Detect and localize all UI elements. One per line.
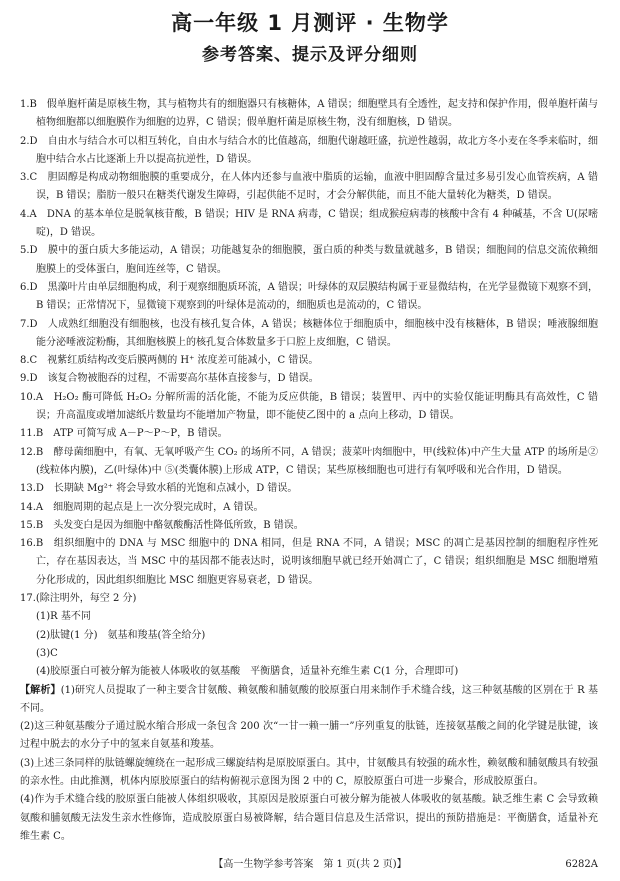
q17-line-3: (3)C	[36, 647, 58, 659]
answer-text: 胆固醇是构成动物细胞膜的重要成分，在人体内还参与血液中脂质的运输，血液中胆固醇含量过多易引发心血管疾病，A 错误，B 错误；脂肪一般只在糖类代谢发生障碍，引起供能不足时，才会分解供能，而且不能大量转化为糖类，D 错误。	[36, 172, 599, 202]
answer-item	[20, 425, 598, 443]
answer-item	[20, 169, 598, 206]
answer-text: 黑藻叶片由单层细胞构成，利于观察细胞质环流，A 错误；叶绿体的双层膜结构属于亚显微结构，在光学显微镜下观察不到，B 错误；正常情况下，显微镜下观察到的叶绿体是流动的，细胞质也是流动的，C 错误。	[36, 281, 599, 312]
q17-line-4: (4)胶原蛋白可被分解为能被人体吸收的氨基酸 平衡膳食，适量补充维生素 C(1 分，合理即可)	[36, 666, 459, 678]
answer-item	[20, 206, 598, 243]
answer-text: 长期缺 Mg²⁺ 将会导致水稻的光饱和点减小，D 错误。	[53, 483, 298, 495]
answer-number: 6.D	[20, 281, 38, 293]
answer-number: 15.B	[20, 519, 44, 531]
answer-number: 16.B	[20, 538, 44, 550]
answer-text: H₂O₂ 酶可降低 H₂O₂ 分解所需的活化能，不能为反应供能，B 错误；装置甲、丙中的实验仅能证明酶具有高效性，C 错误；升高温度或增加滤纸片数量均不能增加产物量，即不能使乙图中的 a 点向上移动，D 错误。	[36, 391, 598, 422]
answer-number: 9.D	[20, 373, 38, 385]
analysis-para-4: (4)作为手术缝合线的胶原蛋白能被人体组织吸收，其原因是胶原蛋白可被分解为能被人体吸收的氨基酸。缺乏维生素 C 会导致赖氨酸和脯氨酸无法发生亲水性修饰，造成胶原蛋白易被降解，结合题目信息及生活常识，提出的预防措施是：平衡膳食，适量补充维生素 C。	[20, 794, 598, 842]
answer-item	[20, 352, 598, 370]
answer-text: 假单胞杆菌是原核生物，其与植物共有的细胞器只有核糖体，A 错误；细胞壁具有全透性，起支持和保护作用，假单胞杆菌与植物细胞都以细胞膜作为细胞的边界，C 错误；假单胞杆菌是原核生物，没有细胞核，D 错误。	[36, 99, 598, 129]
answer-number: 14.A	[20, 501, 44, 513]
answer-number: 7.D	[20, 318, 38, 330]
answer-number: 3.C	[20, 172, 38, 184]
answer-item	[20, 279, 598, 316]
answer-text: 酵母菌细胞中，有氧、无氧呼吸产生 CO₂ 的场所不同，A 错误；菠菜叶肉细胞中，甲(线粒体)中产生大量 ATP 的场所是②(线粒体内膜)，乙(叶绿体)中 ⑤(类囊体膜)上形成 ATP，C 错误；某些原核细胞也可进行有氧呼吸和光合作用，D 错误。	[36, 446, 599, 476]
answer-item	[20, 370, 598, 388]
answer-number: 8.C	[20, 355, 38, 367]
analysis-para-3: (3)上述三条同样的肽链螺旋缠绕在一起形成三螺旋结构是原胶原蛋白。其中，甘氨酸具有较强的疏水性，赖氨酸和脯氨酸具有较强的亲水性。由此推测，机体内原胶原蛋白的结构俯视示意图为图 2 中的 C，原胶原蛋白可进一步聚合，形成胶原蛋白。	[20, 757, 598, 787]
answer-number: 11.B	[20, 428, 44, 440]
answer-item	[20, 242, 598, 279]
answer-list	[20, 96, 598, 590]
analysis-label: 【解析】	[20, 684, 61, 696]
answer-item	[20, 480, 598, 498]
answer-number: 2.D	[20, 135, 38, 147]
q17-line-2: (2)肽键(1 分) 氨基和羧基(答全给分)	[36, 629, 206, 641]
answer-item	[20, 517, 598, 535]
answer-item	[20, 389, 598, 426]
answer-number: 13.D	[20, 483, 44, 495]
analysis-para-2: (2)这三种氨基酸分子通过脱水缩合形成一条包含 200 次“一甘一赖一脯一”序列重复的肽链，连接氨基酸之间的化学键是肽键，该过程中脱去的水分子中的氢来自氨基和羧基。	[20, 721, 598, 751]
answer-text: 自由水与结合水可以相互转化，自由水与结合水的比值越高，细胞代谢越旺盛，抗逆性越弱，故北方冬小麦在冬季来临时，细胞中结合水占比逐渐上升以提高抗逆性，D 错误。	[36, 135, 598, 165]
q17-line-1: (1)R 基不同	[36, 611, 91, 623]
answer-text: 膜中的蛋白质大多能运动，A 错误；功能越复杂的细胞膜，蛋白质的种类与数量就越多，B 错误；细胞间的信息交流依赖细胞膜上的受体蛋白，胞间连丝等，C 错误。	[36, 245, 599, 275]
answer-text: 细胞周期的起点是上一次分裂完成时，A 错误。	[53, 501, 264, 513]
answer-text: 头发变白是因为细胞中酪氨酸酶活性降低所致，B 错误。	[53, 519, 304, 531]
page-title: 高一年级 1 月测评 · 生物学	[171, 11, 449, 35]
doc-code: 6282A	[565, 859, 598, 870]
answer-text: DNA 的基本单位是脱氧核苷酸，B 错误；HIV 是 RNA 病毒，C 错误；组成猴痘病毒的核酸中含有 4 种碱基，不含 U(尿嘧啶)，D 错误。	[36, 208, 598, 239]
answer-number: 4.A	[20, 208, 37, 220]
answer-text: 视紫红质结构改变后膜两侧的 H⁺ 浓度差可能减小，C 错误。	[47, 355, 319, 367]
answer-text: 该复合物被胞吞的过程，不需要高尔基体直接参与，D 错误。	[47, 373, 319, 385]
answer-item	[20, 316, 598, 353]
answer-item	[20, 133, 598, 170]
q17-head: 17.(除注明外，每空 2 分)	[20, 593, 137, 605]
answer-item	[20, 444, 598, 481]
answer-text: ATP 可简写成 A－P～P～P，B 错误。	[53, 428, 228, 440]
answer-text: 组织细胞中的 DNA 与 MSC 细胞中的 DNA 相同，但是 RNA 不同，A 错误；MSC 的凋亡是基因控制的细胞程序性死亡，存在基因表达，当 MSC 中的基因都不能表达时，说明该细胞早就已经开始凋亡了，C 错误；组织细胞是 MSC 细胞增殖分化形成的，因此组织细胞比 MSC 细胞更容易衰老，D 错误。	[36, 538, 598, 586]
answer-number: 1.B	[20, 99, 37, 110]
answer-text: 人成熟红细胞没有细胞核，也没有核孔复合体，A 错误；核糖体位于细胞质中，细胞核中没有核糖体，B 错误；唾液腺细胞能分泌唾液淀粉酶，其细胞核膜上的核孔复合体数量多于口腔上皮细胞，C 错误。	[36, 318, 599, 348]
answer-number: 12.B	[20, 446, 44, 458]
answer-item	[20, 535, 598, 590]
answer-item	[20, 499, 598, 517]
analysis-text-1: (1)研究人员提取了一种主要含甘氨酸、赖氨酸和脯氨酸的胶原蛋白用来制作手术缝合线，这三种氨基酸的区别在于 R 基不同。	[20, 684, 598, 714]
page-footer: 【高一生物学参考答案 第 1 页(共 2 页)】	[213, 859, 407, 870]
analysis-para-1	[20, 682, 598, 719]
answer-number: 5.D	[20, 245, 38, 257]
answer-number: 10.A	[20, 391, 44, 403]
page-subtitle: 参考答案、提示及评分细则	[202, 45, 418, 65]
answer-content	[20, 96, 598, 846]
answer-item	[20, 96, 598, 133]
